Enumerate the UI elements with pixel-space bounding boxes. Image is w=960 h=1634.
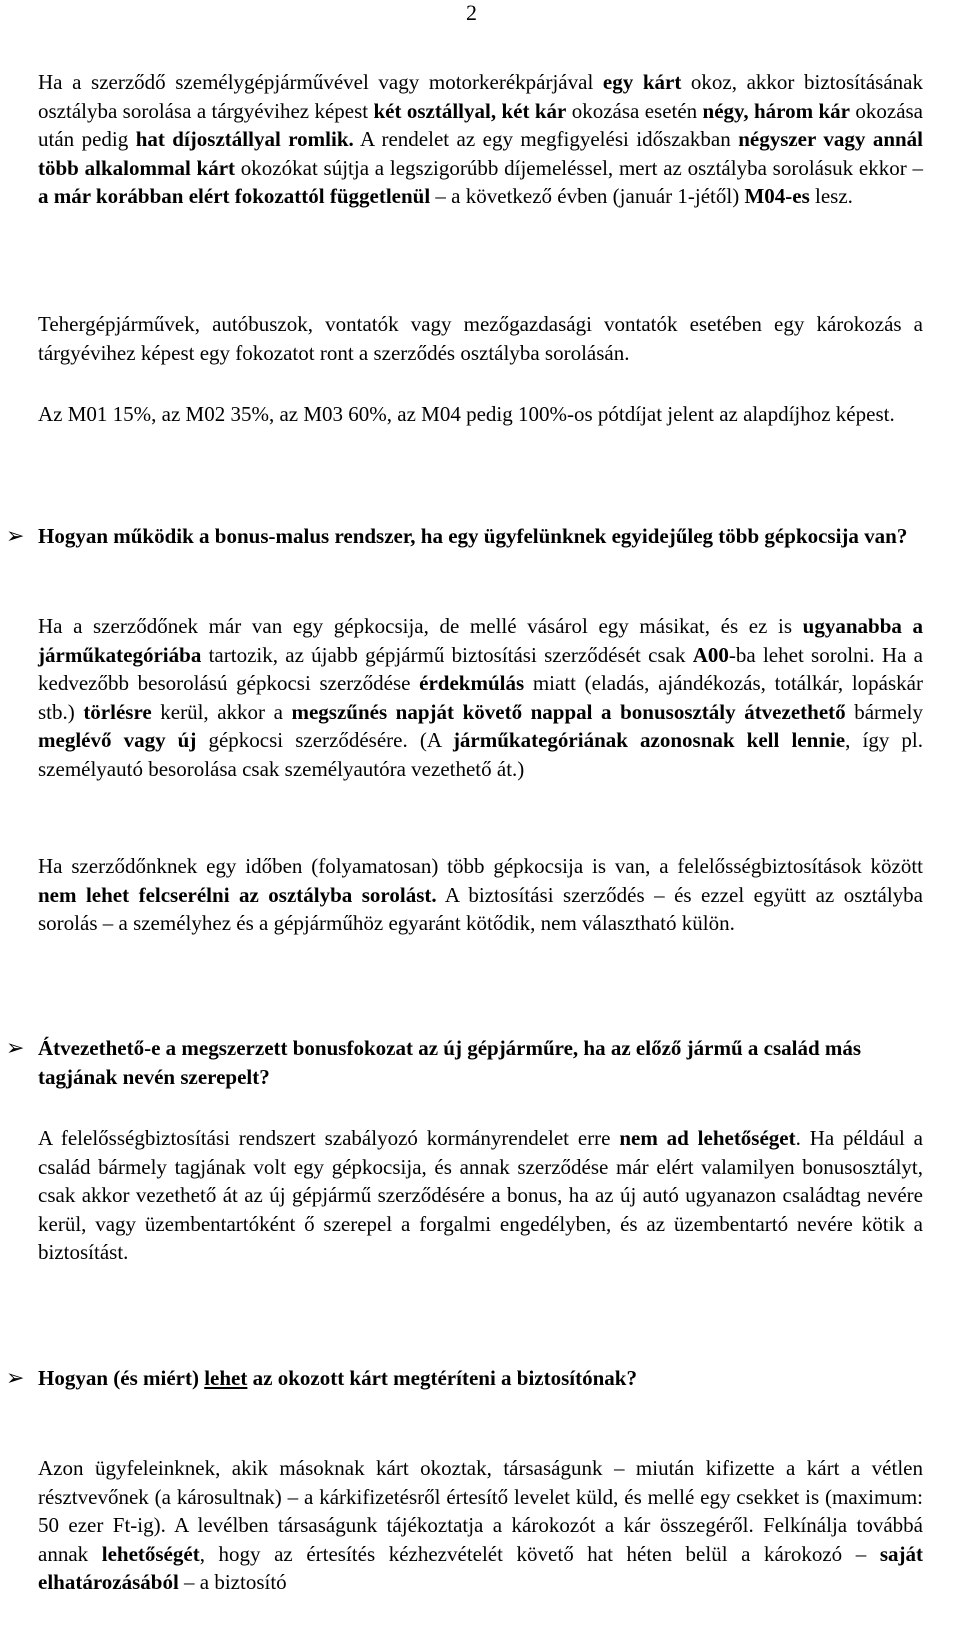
heading-text: [38, 1364, 924, 1393]
heading-text: Hogyan működik a bonus-malus rendszer, ha egy ügyfelünknek egyidejűleg több gépkocsija van?: [38, 524, 908, 548]
paragraph-no-swap: [38, 852, 923, 938]
text-run: tartozik, az újabb gépjármű biztosítási szerződését csak: [201, 642, 693, 667]
text-run: A biztosítási szerződés – és ezzel együtt az osztályba sorolás – a személyhez és a gépjárműhöz egyaránt kötődik, nem választható külön.: [38, 882, 923, 936]
arrow-bullet-icon: ➢: [6, 1035, 25, 1060]
text-run: – a következő évben (január 1-jétől): [430, 184, 745, 209]
bold-run: érdekmúlás: [419, 671, 525, 696]
text-run: az okozott kárt megtéríteni a biztosítónak?: [247, 1366, 637, 1390]
bold-run: lehetőségét: [101, 1541, 200, 1566]
bold-run: megszűnés napját követő nappal a bonusosztály átvezethető: [291, 699, 846, 724]
text-run: gépkocsi szerződésére. (A: [196, 728, 453, 753]
arrow-bullet-icon: ➢: [6, 1365, 25, 1390]
text-run: Ha szerződőnknek egy időben (folyamatosan) több gépkocsija is van, a felelősségbiztosítások között: [38, 854, 923, 878]
text-run: okoz, akkor biztosításának osztályba sorolása a tárgyévihez képest: [38, 70, 923, 123]
paragraph-surcharges: Az M01 15%, az M02 35%, az M03 60%, az M04 pedig 100%-os pótdíjat jelent az alapdíjhoz képest.: [38, 402, 895, 426]
text-run: lesz.: [809, 184, 853, 209]
text-run: miatt (eladás, ajándékozás, totálkár, lopáskár stb.): [38, 671, 923, 724]
text-run: Azon ügyfeleinknek, akik másoknak kárt okoztak, társaságunk – miután kifizette a kárt a vétlen résztvevőnek (a károsultnak) – a kárkifizetésről értesítő levelet küld, és mellé egy csekket is (maximum: 50 ezer Ft-ig). A levélben társaságunk tájékoztatja a károkozót a kár összegéről. Felkínálja továbbá annak: [38, 1456, 923, 1566]
paragraph-trucks: Tehergépjárművek, autóbuszok, vontatók vagy mezőgazdasági vontatók esetében egy károkozás a tárgyévihez képest egy fokozatot ront a szerződés osztályba sorolásán.: [38, 312, 923, 365]
bold-run: hat díjosztállyal romlik.: [135, 127, 354, 152]
bold-run: négyszer vagy annál több alkalommal kárt: [38, 127, 924, 180]
bold-run: törlésre: [83, 699, 152, 724]
bold-run: ugyanabba a járműkategóriába: [38, 614, 923, 667]
text-run: Ha a szerződő személygépjárművével vagy motorkerékpárjával: [38, 70, 603, 94]
heading-text: Átvezethető-e a megszerzett bonusfokozat az új gépjárműre, ha az előző jármű a család más tagjának nevén szerepelt?: [38, 1036, 862, 1089]
text-run: okozása után pedig: [38, 98, 924, 152]
text-run: , így pl. személyautó besorolása csak személyautóra vezethető át.): [38, 728, 924, 781]
bold-run: meglévő vagy új: [38, 728, 197, 753]
bold-run: a már korábban elért fokozattól függetlenül: [38, 184, 431, 209]
text-run: – a biztosító: [178, 1570, 287, 1595]
bold-run: két osztállyal, két kár: [373, 98, 567, 123]
text-run: Ha a szerződőnek már van egy gépkocsija, de mellé vásárol egy másikat, és ez is: [38, 614, 803, 638]
paragraph-second-car: [38, 612, 923, 784]
heading-family-transfer: [6, 1034, 924, 1091]
text-run: . Ha például a család bármely tagjának volt egy gépkocsija, és annak szerződése már elért valamilyen bonusosztályt, csak akkor vezethető át az új gépjármű szerződésére a bonus, ha az új autó ugyanazon családtag nevére kerül, vagy üzembentartóként ő szerepel a forgalmi engedélyben, és az üzembentartó nevére kötik a biztosítást.: [38, 1126, 924, 1265]
underlined-run: lehet: [204, 1366, 248, 1390]
heading-reimbursement: [6, 1364, 924, 1393]
bold-run: saját elhatározásából: [38, 1541, 923, 1595]
text-run: Hogyan (és miért): [38, 1366, 205, 1390]
text-run: A rendelet az egy megfigyelési időszakban: [353, 127, 739, 152]
text-run: kerül, akkor a: [151, 699, 292, 724]
bold-run: A00: [692, 642, 729, 667]
text-run: -ba lehet sorolni. Ha a kedvezőbb besorolású gépkocsi szerződése: [38, 642, 923, 696]
bold-run: M04-es: [744, 184, 810, 209]
bold-run: nem ad lehetőséget: [619, 1126, 796, 1150]
bold-run: nem lehet felcserélni az osztályba sorolást.: [38, 882, 437, 907]
text-run: A felelősségbiztosítási rendszert szabályozó kormányrendelet erre: [38, 1126, 620, 1150]
page-number: 2: [466, 0, 477, 25]
bold-run: négy, három kár: [702, 98, 850, 123]
arrow-bullet-icon: ➢: [6, 523, 25, 548]
bold-run: járműkategóriának azonosnak kell lennie: [452, 728, 846, 753]
paragraph-claims-downgrade: [38, 68, 923, 211]
text-run: , hogy az értesítés kézhezvételét követő hat héten belül a károkozó –: [199, 1541, 880, 1566]
bold-run: egy kárt: [602, 70, 682, 94]
paragraph-reimbursement: [38, 1454, 923, 1597]
heading-multiple-cars: [6, 522, 924, 551]
text-run: okozókat sújtja a legszigorúbb díjemeléssel, mert az osztályba sorolásuk ekkor –: [235, 155, 923, 180]
text-run: bármely: [845, 699, 923, 724]
text-run: okozása esetén: [566, 98, 703, 123]
paragraph-family-rule: [38, 1124, 923, 1267]
